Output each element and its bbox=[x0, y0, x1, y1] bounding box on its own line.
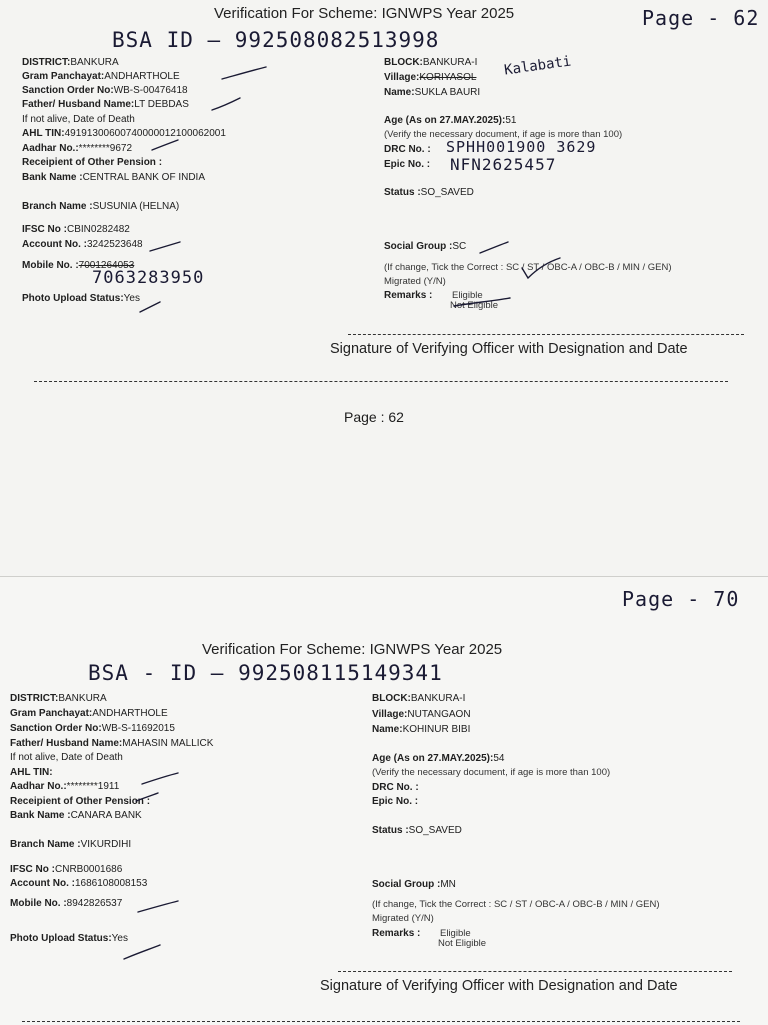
signature-line bbox=[348, 334, 744, 335]
field-photo-upload bbox=[10, 932, 128, 946]
field-label: If not alive, Date of Death bbox=[22, 114, 135, 125]
social-group-change-note: (If change, Tick the Correct : SC / ST / OBC-A / OBC-B / MIN / GEN) bbox=[372, 899, 660, 910]
field-label: Account No. : bbox=[10, 878, 75, 889]
field-value: KORIYASOL bbox=[419, 72, 477, 83]
field-social-group bbox=[372, 878, 456, 892]
field-district bbox=[22, 56, 119, 70]
field-value: ********9672 bbox=[78, 143, 133, 154]
tick-mark-icon bbox=[520, 256, 562, 282]
field-value: 54 bbox=[493, 753, 505, 764]
field-status bbox=[372, 824, 462, 838]
remark-eligible: Eligible bbox=[452, 290, 483, 301]
field-value: KOHINUR BIBI bbox=[402, 724, 471, 735]
sheet-title: Verification For Scheme: IGNWPS Year 2025 bbox=[202, 641, 503, 658]
field-value: ANDHARTHOLE bbox=[104, 71, 180, 82]
field-label: Branch Name : bbox=[10, 839, 81, 850]
field-label: Age (As on 27.MAY.2025): bbox=[384, 115, 506, 126]
field-label: Sanction Order No: bbox=[10, 723, 102, 734]
field-value: SC bbox=[452, 241, 467, 252]
tick-mark-icon bbox=[148, 240, 182, 254]
field-sanction-order bbox=[22, 84, 188, 98]
field-label: Gram Panchayat: bbox=[22, 71, 105, 82]
field-label: Remarks : bbox=[372, 928, 421, 939]
field-label: Mobile No. : bbox=[22, 260, 79, 271]
social-group-change-note: (If change, Tick the Correct : SC / ST / OBC-A / OBC-B / MIN / GEN) bbox=[384, 262, 672, 273]
field-value: MAHASIN MALLICK bbox=[122, 738, 214, 749]
field-age bbox=[384, 114, 516, 128]
tick-mark-icon bbox=[138, 300, 162, 314]
field-label: Age (As on 27.MAY.2025): bbox=[372, 753, 494, 764]
field-status bbox=[384, 186, 474, 200]
age-verify-note: (Verify the necessary document, if age is more than 100) bbox=[372, 767, 611, 778]
field-value: WB-S-00476418 bbox=[113, 85, 188, 96]
handwritten-epic: NFN2625457 bbox=[450, 155, 557, 174]
field-father-husband-name bbox=[22, 98, 189, 112]
field-value: SO_SAVED bbox=[420, 187, 474, 198]
field-aadhar bbox=[10, 780, 119, 794]
field-label: BLOCK: bbox=[372, 693, 411, 704]
age-verify-note: (Verify the necessary document, if age is more than 100) bbox=[384, 129, 623, 140]
field-remarks bbox=[384, 289, 432, 303]
field-label: Bank Name : bbox=[22, 172, 83, 183]
signature-caption: Signature of Verifying Officer with Designation and Date bbox=[320, 978, 678, 994]
field-bank-name bbox=[22, 171, 205, 185]
field-value: CBIN0282482 bbox=[67, 224, 130, 235]
field-label: Father/ Husband Name: bbox=[10, 738, 123, 749]
field-value: BANKURA bbox=[58, 693, 107, 704]
section-divider bbox=[34, 381, 728, 382]
field-label: Village: bbox=[372, 709, 408, 720]
field-label: Gram Panchayat: bbox=[10, 708, 93, 719]
field-label: DRC No. : bbox=[372, 782, 419, 793]
field-value: SUKLA BAURI bbox=[414, 87, 481, 98]
field-label: Status : bbox=[384, 187, 421, 198]
handwritten-mobile: 7063283950 bbox=[92, 268, 205, 288]
field-drc bbox=[372, 781, 419, 795]
field-value: 3242523648 bbox=[87, 239, 143, 250]
field-label: Status : bbox=[372, 825, 409, 836]
field-value: Yes bbox=[123, 293, 140, 304]
field-ifsc bbox=[22, 223, 130, 237]
field-ahl-tin bbox=[10, 766, 53, 780]
field-ahl-tin bbox=[22, 127, 226, 141]
field-epic bbox=[372, 795, 418, 809]
field-label: Epic No. : bbox=[372, 796, 419, 807]
signature-caption: Signature of Verifying Officer with Designation and Date bbox=[330, 341, 688, 357]
field-label: AHL TIN: bbox=[22, 128, 65, 139]
field-label: DRC No. : bbox=[384, 144, 431, 155]
section-divider bbox=[22, 1021, 740, 1022]
field-value: 8942826537 bbox=[66, 898, 123, 909]
tick-mark-icon bbox=[452, 296, 512, 308]
field-value: WB-S-11692015 bbox=[101, 723, 175, 734]
tick-mark-icon bbox=[136, 899, 180, 915]
tick-mark-icon bbox=[122, 943, 162, 961]
field-value: ANDHARTHOLE bbox=[92, 708, 168, 719]
remark-not-eligible: Not Eligible bbox=[450, 300, 499, 311]
field-photo-upload bbox=[22, 292, 140, 306]
field-aadhar bbox=[22, 142, 132, 156]
field-label: Village: bbox=[384, 72, 420, 83]
field-label: Name: bbox=[372, 724, 403, 735]
field-account-no bbox=[10, 877, 147, 891]
field-sanction-order bbox=[10, 722, 175, 736]
field-value: BANKURA-I bbox=[422, 57, 478, 68]
handwritten-drc: SPHH001900 3629 bbox=[446, 138, 597, 156]
tick-mark-icon bbox=[210, 96, 244, 114]
field-other-pension bbox=[22, 156, 162, 170]
field-account-no bbox=[22, 238, 143, 252]
field-epic bbox=[384, 158, 430, 172]
field-drc bbox=[384, 143, 431, 157]
field-date-of-death bbox=[10, 751, 123, 765]
field-label: Name: bbox=[384, 87, 415, 98]
field-value: NUTANGAON bbox=[407, 709, 471, 720]
field-social-group bbox=[384, 240, 466, 254]
field-branch-name bbox=[10, 838, 131, 852]
tick-mark-icon bbox=[140, 771, 180, 787]
field-village bbox=[372, 708, 471, 722]
field-village bbox=[384, 71, 476, 85]
field-branch-name bbox=[22, 200, 179, 214]
field-label: DISTRICT: bbox=[10, 693, 59, 704]
field-label: If not alive, Date of Death bbox=[10, 752, 123, 763]
field-value: MN bbox=[440, 879, 456, 890]
field-label: BLOCK: bbox=[384, 57, 423, 68]
field-value: CANARA BANK bbox=[70, 810, 142, 821]
field-label: Account No. : bbox=[22, 239, 87, 250]
field-gram-panchayat bbox=[22, 70, 180, 84]
field-label: Aadhar No.: bbox=[22, 143, 79, 154]
field-label: Remarks : bbox=[384, 290, 433, 301]
field-label: Social Group : bbox=[372, 879, 441, 890]
signature-line bbox=[338, 971, 732, 972]
field-value: ********1911 bbox=[66, 781, 120, 792]
field-value: CNRB0001686 bbox=[55, 864, 123, 875]
handwritten-page-number: Page - 70 bbox=[622, 587, 740, 611]
field-value: 51 bbox=[505, 115, 517, 126]
handwritten-page-number: Page - 62 bbox=[642, 6, 760, 30]
field-value: 1686108008153 bbox=[75, 878, 148, 889]
handwritten-bsa-id: BSA ID — 992508082513998 bbox=[112, 28, 440, 52]
field-label: Receipient of Other Pension : bbox=[22, 157, 163, 168]
field-label: IFSC No : bbox=[10, 864, 55, 875]
field-label: Bank Name : bbox=[10, 810, 71, 821]
field-district bbox=[10, 692, 107, 706]
field-date-of-death bbox=[22, 113, 135, 127]
handwritten-village: Kalabati bbox=[503, 53, 573, 79]
field-value: 7001264053 bbox=[78, 260, 135, 271]
migrated-note: Migrated (Y/N) bbox=[372, 913, 434, 924]
field-value: VIKURDIHI bbox=[80, 839, 132, 850]
field-block bbox=[372, 692, 465, 706]
field-value: BANKURA-I bbox=[410, 693, 466, 704]
field-remarks bbox=[372, 927, 420, 941]
remark-eligible: Eligible bbox=[440, 928, 471, 939]
page-footer: Page : 62 bbox=[344, 409, 404, 425]
field-name bbox=[372, 723, 470, 737]
migrated-note: Migrated (Y/N) bbox=[384, 276, 446, 287]
field-label: Receipient of Other Pension : bbox=[10, 796, 151, 807]
field-value: 49191300600740000012100062001 bbox=[64, 128, 226, 139]
field-name bbox=[384, 86, 480, 100]
remark-not-eligible: Not Eligible bbox=[438, 938, 487, 949]
sheet-title: Verification For Scheme: IGNWPS Year 2025 bbox=[214, 5, 515, 22]
tick-mark-icon bbox=[150, 138, 180, 152]
field-value: SO_SAVED bbox=[408, 825, 462, 836]
field-value: Yes bbox=[111, 933, 128, 944]
field-bank-name bbox=[10, 809, 142, 823]
tick-mark-icon bbox=[478, 240, 510, 256]
field-label: Epic No. : bbox=[384, 159, 431, 170]
field-label: Branch Name : bbox=[22, 201, 93, 212]
field-label: Mobile No. : bbox=[10, 898, 67, 909]
verification-sheet-page-70 bbox=[0, 576, 768, 1025]
field-age bbox=[372, 752, 504, 766]
field-value: SUSUNIA (HELNA) bbox=[92, 201, 180, 212]
field-value: BANKURA bbox=[70, 57, 119, 68]
field-father-husband-name bbox=[10, 737, 213, 751]
field-label: Photo Upload Status: bbox=[10, 933, 112, 944]
field-label: Sanction Order No: bbox=[22, 85, 114, 96]
field-other-pension bbox=[10, 795, 150, 809]
field-label: Aadhar No.: bbox=[10, 781, 67, 792]
field-block bbox=[384, 56, 477, 70]
field-label: DISTRICT: bbox=[22, 57, 71, 68]
field-gram-panchayat bbox=[10, 707, 168, 721]
field-value: CENTRAL BANK OF INDIA bbox=[82, 172, 206, 183]
field-label: AHL TIN: bbox=[10, 767, 53, 778]
field-ifsc bbox=[10, 863, 122, 877]
field-label: Father/ Husband Name: bbox=[22, 99, 135, 110]
field-mobile bbox=[10, 897, 122, 911]
field-label: Photo Upload Status: bbox=[22, 293, 124, 304]
handwritten-bsa-id: BSA - ID — 992508115149341 bbox=[88, 661, 443, 685]
field-value: LT DEBDAS bbox=[134, 99, 189, 110]
field-label: Social Group : bbox=[384, 241, 453, 252]
field-label: IFSC No : bbox=[22, 224, 67, 235]
tick-mark-icon bbox=[220, 66, 270, 82]
tick-mark-icon bbox=[134, 791, 160, 803]
